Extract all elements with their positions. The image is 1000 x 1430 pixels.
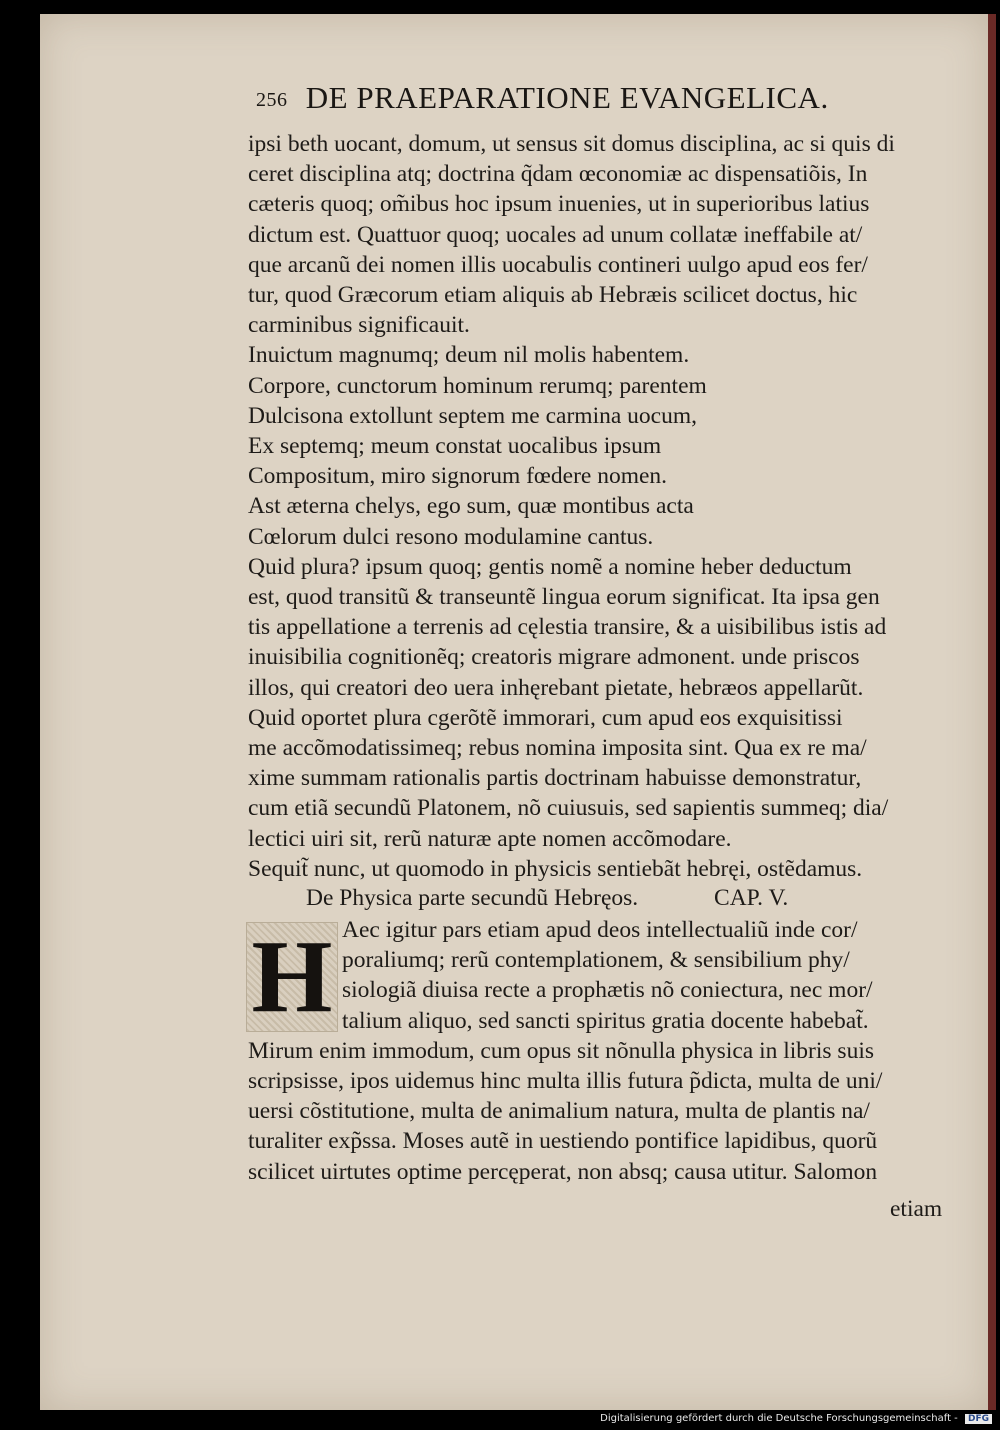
text-line: me accõmodatissimeq; rebus nomina imposita sint. Qua ex re ma/ [248, 735, 867, 761]
text-line: Aec igitur pars etiam apud deos intellectualiũ inde cor/ [342, 917, 858, 943]
text-line: inuisibilia cognitionẽq; creatoris migrare admonent. unde priscos [248, 644, 860, 671]
dfg-logo: DFG [965, 1414, 992, 1424]
running-header [256, 80, 976, 120]
text-line: carminibus significauit. [248, 312, 470, 339]
text-line: talium aliquo, sed sancti spiritus gratia docente habebat̃. [342, 1007, 869, 1034]
text-line: illos, qui creatori deo uera inhęrebant pietate, hebræos appellarũt. [248, 674, 864, 701]
text-line: tis appellatione a terrenis ad cęlestia transire, & a uisibilibus istis ad [248, 614, 887, 641]
text-line: Corpore, cunctorum hominum rerumq; parentem [248, 372, 707, 399]
text-line: Dulcisona extollunt septem me carmina uocum, [248, 402, 697, 429]
page-number: 256 [256, 89, 288, 111]
digitization-footer [600, 1413, 992, 1424]
text-line: cum etiã secundũ Platonem, nõ cuiusuis, sed sapientis summeq; dia/ [248, 795, 889, 822]
running-title: DE PRAEPARATIONE EVANGELICA. [305, 80, 829, 115]
decorated-initial: H [246, 922, 338, 1032]
text-line: xime summam rationalis partis doctrinam habuisse demonstratur, [248, 765, 862, 792]
text-line: Compositum, miro signorum fœdere nomen. [248, 463, 668, 490]
text-line: uersi cõstitutione, multa de animalium natura, multa de plantis na/ [248, 1098, 870, 1125]
text-line: tur, quod Græcorum etiam aliquis ab Hebræis scilicet doctus, hic [248, 282, 858, 308]
chapter-heading [306, 885, 788, 912]
text-line: Ast æterna chelys, ego sum, quæ montibus acta [248, 493, 694, 520]
text-line: Sequit̃ nunc, ut quomodo in physicis sentiebãt hebręi, ostẽdamus. [248, 855, 863, 882]
text-line: ipsi beth uocant, domum, ut sensus sit domus disciplina, ac si quis di [248, 131, 895, 157]
book-cover-edge [988, 14, 996, 1410]
text-line: ceret disciplina atq; doctrina q̃dam œconomiæ ac dispensatiõis, In [248, 161, 868, 188]
text-line: scilicet uirtutes optime percęperat, non absq; causa utitur. Salomon [248, 1158, 878, 1185]
text-line: est, quod transitũ & transeuntẽ lingua eorum significat. Ita ipsa gen [248, 584, 880, 610]
text-line: Quid plura? ipsum quoq; gentis nomẽ a nomine heber deductum [248, 553, 852, 580]
text-line: turaliter exp̃ssa. Moses autẽ in uestiendo pontifice lapidibus, quorũ [248, 1128, 878, 1155]
text-line: siologiã diuisa recte a prophætis nõ coniectura, nec mor/ [342, 977, 873, 1004]
text-line: dictum est. Quattuor quoq; uocales ad unum collatæ ineffabile at/ [248, 221, 863, 248]
catchword: etiam [890, 1196, 943, 1222]
text-line: Mirum enim immodum, cum opus sit nõnulla physica in libris suis [248, 1037, 874, 1064]
footer-credit: Digitalisierung gefördert durch die Deutsche Forschungsgemeinschaft - [600, 1413, 958, 1424]
text-line: poraliumq; rerũ contemplationem, & sensibilium phy/ [342, 947, 850, 974]
text-line: Ex septemq; meum constat uocalibus ipsum [248, 433, 662, 459]
text-line: que arcanũ dei nomen illis uocabulis contineri uulgo apud eos fer/ [248, 251, 868, 278]
text-line: Cœlorum dulci resono modulamine cantus. [248, 523, 654, 550]
text-line: scripsisse, ipos uidemus hinc multa illis futura p̃dicta, multa de uni/ [248, 1068, 883, 1094]
chapter-title: De Physica parte secundũ Hebręos. [306, 885, 639, 911]
text-line: Inuictum magnumq; deum nil molis habentem. [248, 342, 690, 369]
chapter-number: CAP. V. [714, 885, 789, 911]
text-line: Quid oportet plura cgerõtẽ immorari, cum apud eos exquisitissi [248, 704, 843, 731]
text-line: cæteris quoq; om̃ibus hoc ipsum inuenies, ut in superioribus latius [248, 191, 870, 218]
text-line: lectici uiri sit, rerũ naturæ apte nomen accõmodare. [248, 825, 732, 852]
